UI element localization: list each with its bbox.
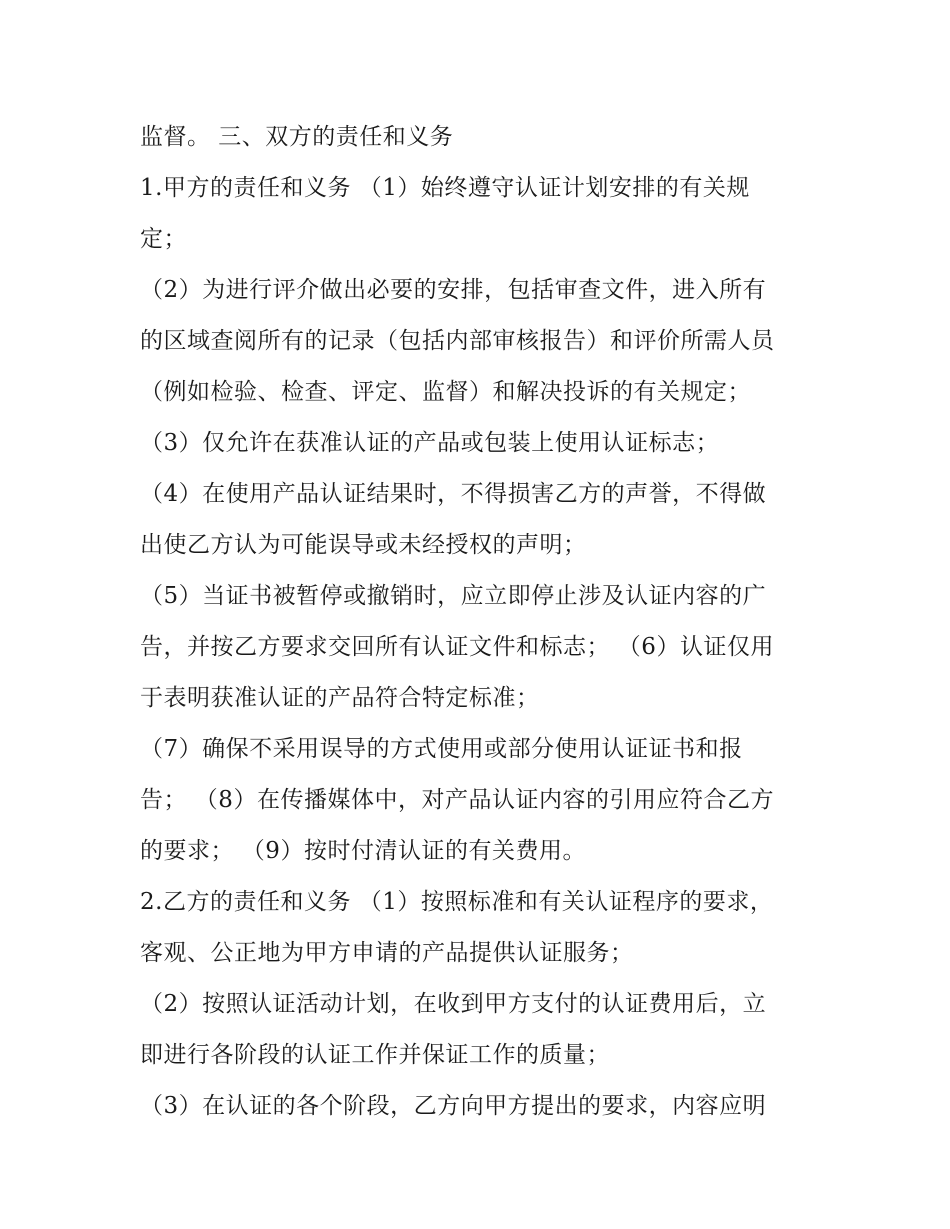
document-body — [140, 112, 820, 1132]
text-line: （例如检验、检查、评定、监督）和解决投诉的有关规定； — [140, 379, 751, 405]
text-line: （4）在使用产品认证结果时，不得损害乙方的声誉，不得做 — [140, 481, 767, 507]
text-line: （3）在认证的各个阶段，乙方向甲方提出的要求，内容应明 — [140, 1093, 767, 1119]
text-line: 告，并按乙方要求交回所有认证文件和标志； （6）认证仅用 — [140, 634, 774, 660]
text-line: （2）为进行评介做出必要的安排，包括审查文件，进入所有 — [140, 277, 767, 303]
text-line: 告； （8）在传播媒体中，对产品认证内容的引用应符合乙方 — [140, 787, 774, 813]
text-line: 的区域查阅所有的记录（包括内部审核报告）和评价所需人员 — [140, 328, 775, 354]
text-line: （3）仅允许在获准认证的产品或包装上使用认证标志； — [140, 430, 720, 456]
text-line: 定； — [140, 226, 187, 252]
text-line: 客观、公正地为甲方申请的产品提供认证服务； — [140, 940, 634, 966]
text-line: （5）当证书被暂停或撤销时，应立即停止涉及认证内容的广 — [140, 583, 767, 609]
text-line: 出使乙方认为可能误导或未经授权的声明； — [140, 532, 587, 558]
text-line: 2.乙方的责任和义务 （1）按照标准和有关认证程序的要求， — [140, 889, 774, 915]
text-line: （2）按照认证活动计划，在收到甲方支付的认证费用后，立 — [140, 991, 767, 1017]
text-line: 监督。 三、双方的责任和义务 — [140, 124, 454, 150]
text-line: （7）确保不采用误导的方式使用或部分使用认证证书和报 — [140, 736, 743, 762]
text-line: 1.甲方的责任和义务 （1）始终遵守认证计划安排的有关规 — [140, 175, 750, 201]
text-line: 于表明获准认证的产品符合特定标准； — [140, 685, 540, 711]
text-line: 的要求； （9）按时付清认证的有关费用。 — [140, 838, 586, 864]
text-line: 即进行各阶段的认证工作并保证工作的质量； — [140, 1042, 610, 1068]
